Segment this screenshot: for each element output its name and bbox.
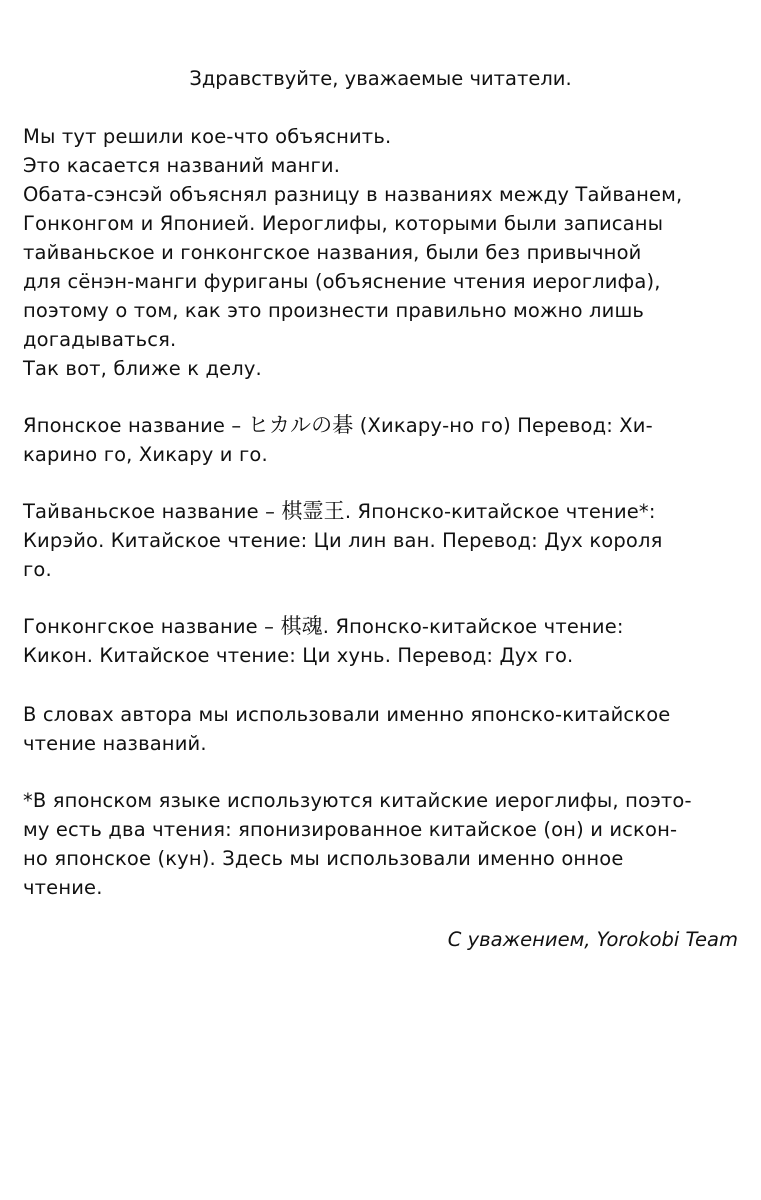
signature: С уважением, Yorokobi Team	[447, 928, 738, 951]
footnote-line: му есть два чтения: японизированное китайское (он) и искон-	[23, 818, 678, 841]
japanese-title-rest: (Хикару-но го) Перевод: Хи-	[353, 414, 653, 437]
hongkong-title-kanji: 棋魂	[280, 614, 323, 638]
japanese-title-kanji: ヒカルの碁	[247, 413, 354, 437]
japanese-title-line	[23, 411, 653, 440]
taiwan-title-kanji: 棋霊王	[281, 499, 345, 523]
taiwan-title-line-3: го.	[23, 558, 52, 581]
taiwan-title-prefix: Тайваньское название –	[23, 500, 282, 523]
intro-line: Гонконгом и Японией. Иероглифы, которыми были записаны	[23, 212, 664, 235]
hongkong-title-line	[23, 612, 624, 641]
intro-line: поэтому о том, как это произнести правильно можно лишь	[23, 299, 645, 322]
taiwan-title-line	[23, 497, 656, 526]
footnote-line: *В японском языке используются китайские иероглифы, поэто-	[23, 789, 692, 812]
intro-line: Мы тут решили кое-что объяснить.	[23, 125, 392, 148]
author-words-line: В словах автора мы использовали именно японско-китайское	[23, 703, 671, 726]
hongkong-title-line-2: Кикон. Китайское чтение: Ци хунь. Перевод: Дух го.	[23, 644, 574, 667]
hongkong-title-rest: . Японско-китайское чтение:	[322, 615, 624, 638]
intro-line: Так вот, ближе к делу.	[23, 357, 262, 380]
hongkong-title-prefix: Гонконгское название –	[23, 615, 281, 638]
japanese-title-prefix: Японское название –	[23, 414, 248, 437]
taiwan-title-line-2: Кирэйо. Китайское чтение: Ци лин ван. Перевод: Дух короля	[23, 529, 663, 552]
intro-line: тайваньское и гонконгское названия, были без привычной	[23, 241, 642, 264]
intro-line: для сёнэн-манги фуриганы (объяснение чтения иероглифа),	[23, 270, 661, 293]
author-words-line: чтение названий.	[23, 732, 207, 755]
japanese-title-line-2: карино го, Хикару и го.	[23, 443, 268, 466]
intro-line: Обата-сэнсэй объяснял разницу в названиях между Тайванем,	[23, 183, 683, 206]
intro-line: Это касается названий манги.	[23, 154, 341, 177]
footnote-line: чтение.	[23, 876, 103, 899]
taiwan-title-rest: . Японско-китайское чтение*:	[344, 500, 656, 523]
greeting-heading: Здравствуйте, уважаемые читатели.	[189, 67, 572, 90]
footnote-line: но японское (кун). Здесь мы использовали именно онное	[23, 847, 624, 870]
intro-line: догадываться.	[23, 328, 177, 351]
